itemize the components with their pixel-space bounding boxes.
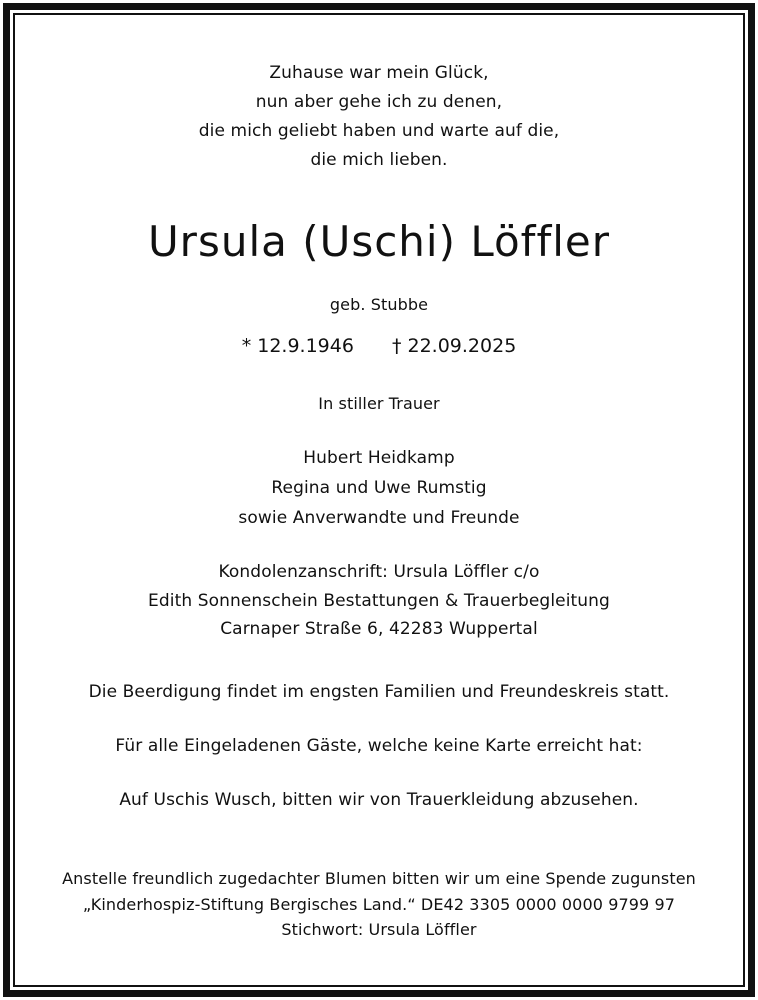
maiden-name: geb. Stubbe	[329, 295, 429, 314]
guests-note: Für alle Eingeladenen Gäste, welche keine Karte erreicht hat:	[115, 736, 643, 756]
donation-line-1: Anstelle freundlich zugedachter Blumen bitten wir um eine Spende zugunsten	[62, 869, 696, 888]
condolence-line-1: Kondolenzanschrift: Ursula Löffler c/o	[218, 562, 540, 582]
funeral-note: Die Beerdigung findet im engsten Familien und Freundeskreis statt.	[88, 682, 670, 702]
poem-line-3: die mich geliebt haben und warte auf die,	[198, 121, 560, 141]
mourner-1: Hubert Heidkamp	[303, 448, 455, 468]
donation-line-3: Stichwort: Ursula Löffler	[281, 920, 477, 939]
death-date: † 22.09.2025	[391, 335, 517, 357]
dress-note: Auf Uschis Wusch, bitten wir von Trauerkleidung abzusehen.	[119, 790, 639, 810]
poem-line-4: die mich lieben.	[310, 150, 448, 170]
donation-line-2: „Kinderhospiz-Stiftung Bergisches Land.“ DE42 3305 0000 0000 9799 97	[82, 895, 676, 914]
deceased-name: Ursula (Uschi) Löffler	[147, 217, 611, 266]
birth-date: * 12.9.1946	[241, 335, 354, 357]
mourning-label: In stiller Trauer	[318, 394, 440, 413]
life-dates	[0, 333, 758, 359]
mourner-3: sowie Anverwandte und Freunde	[238, 508, 520, 528]
condolence-line-2: Edith Sonnenschein Bestattungen & Trauerbegleitung	[148, 591, 610, 611]
mourner-2: Regina und Uwe Rumstig	[271, 478, 487, 498]
condolence-line-3: Carnaper Straße 6, 42283 Wuppertal	[220, 619, 538, 639]
poem-line-2: nun aber gehe ich zu denen,	[255, 92, 503, 112]
poem-line-1: Zuhause war mein Glück,	[269, 63, 489, 83]
